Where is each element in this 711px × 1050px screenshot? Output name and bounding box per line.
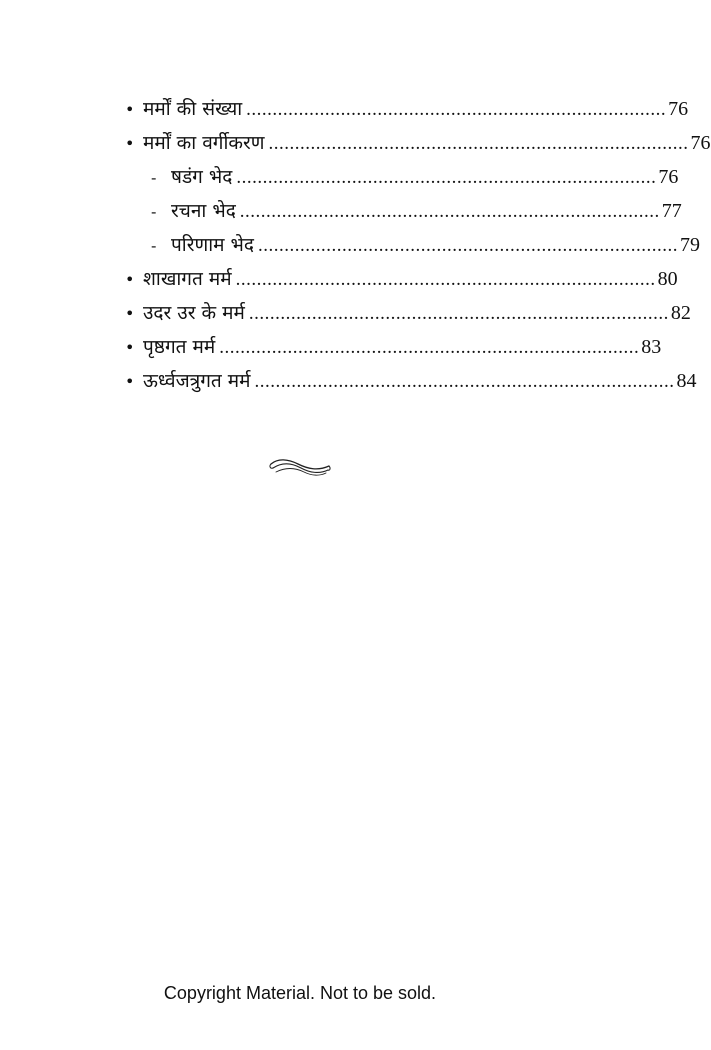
toc-subentry-rachna-bhed	[125, 194, 682, 228]
toc-entry-marma-classification	[125, 126, 711, 160]
dot-leader: ................................................................................	[246, 99, 667, 120]
toc-entry-label: मर्मों का वर्गीकरण	[143, 132, 265, 154]
toc-subentry-shadang-bhed	[125, 160, 679, 194]
bullet-marker: •	[125, 372, 135, 391]
toc-page-number: 76	[658, 166, 679, 188]
toc-entry-label: ऊर्ध्वजत्रुगत मर्म	[143, 370, 251, 392]
bullet-marker: •	[125, 304, 135, 323]
toc-entry-marma-count	[125, 92, 689, 126]
toc-page-number: 79	[680, 234, 700, 256]
bullet-marker: •	[125, 134, 135, 153]
dot-leader: ................................................................................	[268, 133, 689, 154]
toc-entry-label: उदर उर के मर्म	[143, 302, 245, 324]
toc-entry-label: शाखागत मर्म	[143, 268, 232, 290]
toc-subentry-parinam-bhed	[125, 228, 700, 262]
toc-entry-label: मर्मों की संख्या	[143, 98, 243, 120]
dot-leader: ................................................................................	[219, 337, 640, 358]
toc-entry-label: षडंग भेद	[171, 166, 233, 188]
toc-entry-label: रचना भेद	[171, 200, 236, 222]
toc-entry-udar-ur-marma	[125, 296, 691, 330]
toc-entry-urdhvajatrugat-marma	[125, 364, 697, 398]
copyright-notice: Copyright Material. Not to be sold.	[163, 983, 437, 1003]
toc-page-number: 80	[657, 268, 678, 290]
dot-leader: ................................................................................	[258, 235, 678, 256]
toc-page-number: 77	[661, 200, 682, 222]
toc-page-number: 76	[690, 132, 711, 154]
toc-page-number: 83	[641, 336, 662, 358]
toc-entry-label: पृष्ठगत मर्म	[143, 336, 216, 358]
dash-marker: -	[151, 202, 157, 221]
dot-leader: ................................................................................	[236, 167, 657, 188]
dot-leader: ................................................................................	[254, 371, 675, 392]
bullet-marker: •	[125, 338, 135, 357]
toc-entry-prishthagat-marma	[125, 330, 662, 364]
toc-page-number: 84	[676, 370, 697, 392]
toc-page-number: 82	[670, 302, 691, 324]
toc-page-number: 76	[668, 98, 689, 120]
toc-entry-label: परिणाम भेद	[171, 234, 254, 256]
table-of-contents	[125, 92, 711, 398]
dash-marker: -	[151, 168, 157, 187]
dot-leader: ................................................................................	[248, 303, 669, 324]
dot-leader: ................................................................................	[239, 201, 660, 222]
bullet-marker: •	[125, 270, 135, 289]
dot-leader: ................................................................................	[235, 269, 656, 290]
flourish-ornament-icon	[268, 454, 332, 480]
bullet-marker: •	[125, 100, 135, 119]
toc-entry-shakhagat-marma	[125, 262, 678, 296]
dash-marker: -	[151, 236, 157, 255]
